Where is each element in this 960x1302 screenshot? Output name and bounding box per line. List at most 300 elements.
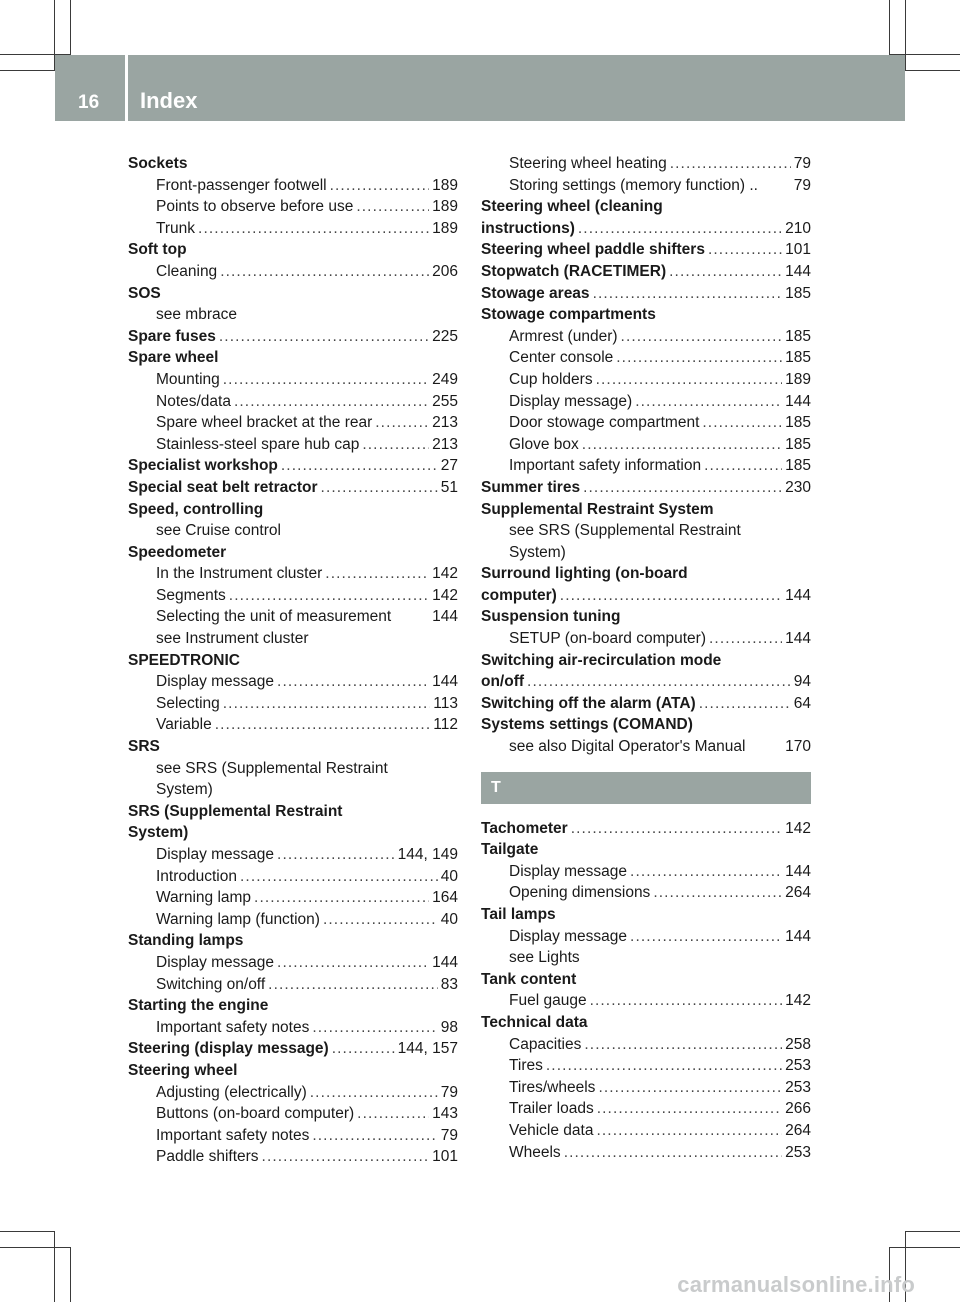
index-entry-sub: [128, 866, 458, 888]
index-entry-label: Storing settings (memory function) ..: [509, 176, 758, 194]
index-entry-main: [128, 499, 458, 521]
index-entry-label: System): [156, 781, 213, 799]
index-entry-main: [128, 930, 458, 952]
index-entry-label: Front-passenger footwell: [156, 176, 327, 194]
index-entry-page: 113: [433, 694, 458, 712]
index-entry-sub: [481, 1098, 811, 1120]
index-entry-label: Vehicle data: [509, 1121, 594, 1139]
index-entry-page: 101: [432, 1148, 458, 1166]
index-entry-sub: [128, 1146, 458, 1168]
index-entry-page: 144: [785, 862, 811, 880]
index-entry-page: 264: [785, 1121, 811, 1139]
index-entry-sub: [481, 455, 811, 477]
index-entry-page: 185: [785, 414, 811, 432]
leader-dots: [240, 866, 438, 888]
leader-dots: [630, 861, 782, 883]
leader-dots: [277, 952, 429, 974]
index-entry-page: 213: [432, 414, 458, 432]
index-entry-label: Speedometer: [128, 543, 227, 561]
index-entry-sub: [128, 1017, 458, 1039]
crop-mark: [889, 0, 890, 55]
index-entry-page: 144: [785, 630, 811, 648]
leader-dots: [653, 882, 782, 904]
index-entry-sub: [481, 861, 811, 883]
page-number: 16: [78, 92, 100, 113]
watermark: carmanualsonline.info: [677, 1272, 915, 1297]
index-entry-page: 210: [785, 219, 811, 237]
index-entry-label: Steering wheel paddle shifters: [481, 241, 705, 259]
index-entry-page: 79: [440, 1126, 458, 1144]
index-entry-page: 255: [432, 392, 458, 410]
index-entry-sub: [128, 606, 458, 628]
leader-dots: [321, 477, 438, 499]
index-entry-sub: [128, 909, 458, 931]
index-entry-label: Capacities: [509, 1035, 582, 1053]
index-entry-sub: [481, 326, 811, 348]
index-entry-label: Stowage compartments: [481, 306, 656, 324]
index-entry-page: 185: [785, 435, 811, 453]
index-entry-page: 79: [793, 155, 811, 172]
leader-dots: [277, 671, 429, 693]
index-entry-label: Points to observe before use: [156, 198, 354, 216]
index-entry-label: Selecting: [156, 694, 220, 712]
index-entry-main: [481, 585, 811, 607]
leader-dots: [323, 909, 438, 931]
index-entry-label: Segments: [156, 586, 226, 604]
index-entry-main: [481, 839, 811, 861]
leader-dots: [219, 326, 429, 348]
index-entry-page: 213: [432, 435, 458, 453]
index-entry-page: 144: [432, 673, 458, 691]
index-entry-page: 112: [433, 716, 458, 734]
leader-dots: [702, 412, 782, 434]
leader-dots: [546, 1055, 782, 1077]
index-entry-main: [128, 239, 458, 261]
index-entry-label: Stainless-steel spare hub cap: [156, 435, 360, 453]
leader-dots: [621, 326, 783, 348]
index-entry-page: 144: [785, 262, 811, 280]
index-entry-label: Tailgate: [481, 841, 539, 859]
index-entry-label: Warning lamp: [156, 889, 252, 907]
index-entry-label: SRS: [128, 738, 160, 756]
index-entry-page: 185: [785, 457, 811, 475]
index-entry-page: 258: [785, 1035, 811, 1053]
index-entry-label: see Lights: [509, 949, 580, 967]
index-entry-label: Sockets: [128, 155, 188, 172]
leader-dots: [262, 1146, 430, 1168]
crop-mark: [0, 1247, 70, 1248]
index-entry-label: Display message: [509, 862, 628, 880]
index-entry-sub: [128, 175, 458, 197]
index-entry-sub: [128, 714, 458, 736]
index-entry-sub: [128, 196, 458, 218]
index-entry-main: [481, 499, 811, 521]
index-entry-label: Stowage areas: [481, 284, 590, 302]
index-entry-label: Wheels: [509, 1143, 561, 1161]
index-entry-label: see mbrace: [156, 306, 237, 324]
index-entry-label: Display message): [509, 392, 633, 410]
index-entry-label: Spare fuses: [128, 327, 216, 345]
leader-dots: [356, 196, 429, 218]
index-entry-label: Display message: [156, 953, 275, 971]
index-entry-label: Switching on/off: [156, 975, 266, 993]
index-entry-sub: [128, 1103, 458, 1125]
index-entry-label: Warning lamp (function): [156, 910, 320, 928]
index-entry-page: 51: [440, 478, 458, 496]
crop-mark: [0, 70, 55, 71]
index-entry-label: Display message: [509, 927, 628, 945]
index-entry-label: Spare wheel bracket at the rear: [156, 414, 373, 432]
index-entry-page: 79: [440, 1083, 458, 1101]
leader-dots: [596, 1120, 782, 1142]
leader-dots: [223, 369, 429, 391]
index-entry-sub: [128, 758, 458, 780]
index-entry-main: [128, 455, 458, 477]
leader-dots: [593, 283, 783, 305]
index-entry-label: Summer tires: [481, 478, 581, 496]
index-entry-page: 101: [785, 241, 811, 259]
index-entry-label: Variable: [156, 716, 212, 734]
index-entry-page: 189: [432, 219, 458, 237]
index-entry-page: 249: [432, 370, 458, 388]
index-entry-label: Soft top: [128, 241, 187, 259]
index-entry-label: System): [128, 824, 189, 842]
index-entry-page: 253: [785, 1078, 811, 1096]
index-entry-page: 144: [432, 608, 458, 626]
index-entry-label: see SRS (Supplemental Restraint: [156, 759, 388, 777]
crop-mark: [890, 1247, 960, 1248]
index-entry-page: 144, 149: [397, 846, 458, 863]
index-entry-sub: [128, 520, 458, 542]
index-entry-page: 27: [440, 457, 458, 475]
leader-dots: [312, 1125, 437, 1147]
index-entry-label: Suspension tuning: [481, 608, 621, 626]
index-entry-label: Mounting: [156, 370, 220, 388]
index-entry-label: see Instrument cluster: [156, 630, 309, 648]
index-entry-page: 185: [785, 349, 811, 367]
leader-dots: [596, 369, 783, 391]
index-entry-label: Steering (display message): [128, 1040, 329, 1058]
index-entry-sub: [481, 347, 811, 369]
leader-dots: [578, 218, 782, 240]
index-entry-label: SETUP (on-board computer): [509, 630, 706, 648]
index-entry-sub: [128, 1125, 458, 1147]
crop-mark: [905, 70, 960, 71]
index-entry-label: Fuel gauge: [509, 992, 587, 1010]
index-entry-page: 144: [785, 392, 811, 410]
leader-dots: [560, 585, 782, 607]
index-entry-main: [481, 1012, 811, 1034]
index-entry-label: instructions): [481, 219, 575, 237]
index-entry-sub: [128, 628, 458, 650]
index-entry-sub: [481, 947, 811, 969]
index-entry-label: Starting the engine: [128, 997, 269, 1015]
index-entry-page: 144: [432, 953, 458, 971]
leader-dots: [362, 434, 429, 456]
index-entry-page: 40: [440, 867, 458, 885]
index-entry-sub: [481, 882, 811, 904]
index-entry-label: see SRS (Supplemental Restraint: [509, 522, 741, 540]
index-entry-page: 142: [432, 586, 458, 604]
index-entry-page: 142: [785, 819, 811, 837]
index-entry-sub: [128, 952, 458, 974]
index-entry-label: Armrest (under): [509, 327, 618, 345]
index-entry-label: Important safety information: [509, 457, 702, 475]
leader-dots: [704, 455, 782, 477]
index-entry-page: 253: [785, 1057, 811, 1075]
index-entry-main: [128, 801, 458, 823]
index-entry-sub: [481, 434, 811, 456]
index-entry-page: 189: [432, 198, 458, 216]
index-entry-sub: [128, 304, 458, 326]
index-entry-page: 189: [785, 370, 811, 388]
crop-mark: [905, 1231, 960, 1232]
index-entry-page: 189: [432, 176, 458, 194]
index-entry-main: [481, 606, 811, 628]
index-column-left: [128, 153, 458, 1168]
index-entry-label: Important safety notes: [156, 1126, 310, 1144]
index-entry-page: 206: [432, 262, 458, 280]
leader-dots: [590, 990, 783, 1012]
index-entry-label: Switching air-recirculation mode: [481, 651, 722, 669]
index-entry-sub: [128, 974, 458, 996]
index-entry-sub: [481, 926, 811, 948]
index-entry-label: Steering wheel: [128, 1061, 238, 1079]
crop-mark: [70, 0, 71, 55]
index-entry-label: Center console: [509, 349, 614, 367]
index-entry-label: Stopwatch (RACETIMER): [481, 262, 667, 280]
leader-dots: [215, 714, 431, 736]
index-entry-page: 83: [440, 975, 458, 993]
index-entry-label: Tachometer: [481, 819, 568, 837]
index-entry-page: 144: [785, 927, 811, 945]
crop-mark: [54, 1232, 55, 1302]
leader-dots: [229, 585, 429, 607]
index-entry-label: In the Instrument cluster: [156, 565, 323, 583]
index-entry-label: Tires/wheels: [509, 1078, 596, 1096]
index-entry-label: see also Digital Operator's Manual: [509, 738, 746, 756]
index-entry-main: [481, 196, 811, 218]
index-entry-label: Adjusting (electrically): [156, 1083, 307, 1101]
index-entry-sub: [128, 434, 458, 456]
index-entry-page: 94: [793, 673, 811, 691]
index-entry-page: 185: [785, 327, 811, 345]
index-entry-label: Opening dimensions: [509, 884, 651, 902]
index-entry-page: 170: [785, 738, 811, 756]
index-entry-label: Glove box: [509, 435, 579, 453]
index-entry-page: 253: [785, 1143, 811, 1161]
index-entry-sub: [128, 1082, 458, 1104]
section-letter-bar: T: [481, 772, 811, 804]
index-entry-label: on/off: [481, 673, 525, 691]
index-entry-label: Steering wheel heating: [509, 155, 667, 172]
leader-dots: [310, 1082, 438, 1104]
index-entry-main: [128, 347, 458, 369]
leader-dots: [268, 974, 438, 996]
header-separator: [125, 55, 128, 121]
index-entry-sub: [481, 153, 811, 175]
index-entry-sub: [128, 585, 458, 607]
index-entry-main: [128, 995, 458, 1017]
leader-dots: [582, 434, 782, 456]
index-entry-main: [128, 283, 458, 305]
index-entry-page: 79: [793, 176, 811, 194]
leader-dots: [635, 391, 782, 413]
index-entry-label: Introduction: [156, 867, 237, 885]
index-entry-page: 164: [432, 889, 458, 907]
leader-dots: [669, 261, 782, 283]
index-column-right: [481, 153, 811, 1163]
index-entry-sub: [481, 1077, 811, 1099]
index-entry-label: Standing lamps: [128, 932, 244, 950]
index-entry-main: [128, 650, 458, 672]
index-entry-label: Switching off the alarm (ATA): [481, 694, 696, 712]
index-entry-sub: [481, 990, 811, 1012]
page-title: Index: [140, 88, 198, 113]
index-entry-sub: [481, 1142, 811, 1164]
leader-dots: [223, 693, 431, 715]
index-entry-sub: [128, 671, 458, 693]
index-entry-main: [481, 261, 811, 283]
index-entry-main: [128, 1060, 458, 1082]
index-entry-sub: [481, 391, 811, 413]
leader-dots: [330, 175, 430, 197]
crop-mark: [0, 1231, 55, 1232]
index-entry-sub: [481, 1034, 811, 1056]
leader-dots: [630, 926, 782, 948]
leader-dots: [571, 818, 782, 840]
index-entry-label: Paddle shifters: [156, 1148, 259, 1166]
index-entry-label: Buttons (on-board computer): [156, 1105, 355, 1123]
index-entry-label: Supplemental Restraint System: [481, 500, 714, 518]
index-entry-label: SOS: [128, 284, 161, 302]
index-entry-sub: [128, 693, 458, 715]
leader-dots: [234, 391, 429, 413]
leader-dots: [709, 628, 782, 650]
index-entry-main: [128, 1038, 458, 1060]
index-entry-sub: [481, 369, 811, 391]
index-entry-sub: [128, 261, 458, 283]
index-entry-page: 98: [440, 1018, 458, 1036]
index-entry-page: 144: [785, 586, 811, 604]
leader-dots: [564, 1142, 782, 1164]
index-entry-main: [128, 153, 458, 175]
index-entry-label: System): [509, 543, 566, 561]
index-entry-sub: [128, 887, 458, 909]
index-entry-label: Specialist workshop: [128, 457, 278, 475]
leader-dots: [584, 1034, 782, 1056]
leader-dots: [198, 218, 429, 240]
index-entry-page: 230: [785, 478, 811, 496]
index-entry-page: 264: [785, 884, 811, 902]
index-entry-label: Tail lamps: [481, 906, 556, 923]
index-entry-main: [128, 477, 458, 499]
index-entry-main: [481, 969, 811, 991]
leader-dots: [583, 477, 782, 499]
index-entry-page: 143: [432, 1105, 458, 1123]
index-entry-page: 185: [785, 284, 811, 302]
leader-dots: [527, 671, 791, 693]
index-entry-sub: [481, 736, 811, 758]
index-entry-label: Notes/data: [156, 392, 231, 410]
index-entry-sub: [481, 1055, 811, 1077]
index-entry-label: Cleaning: [156, 262, 218, 280]
index-entry-main: [481, 714, 811, 736]
index-entry-label: Speed, controlling: [128, 500, 264, 518]
leader-dots: [616, 347, 782, 369]
index-entry-label: Important safety notes: [156, 1018, 310, 1036]
index-entry-main: [481, 671, 811, 693]
leader-dots: [699, 693, 791, 715]
index-entry-main: [128, 822, 458, 844]
index-entry-label: SPEEDTRONIC: [128, 651, 240, 669]
leader-dots: [277, 844, 395, 866]
index-entry-page: 142: [432, 565, 458, 583]
leader-dots: [332, 1038, 395, 1060]
index-entry-main: [481, 218, 811, 240]
leader-dots: [281, 455, 438, 477]
index-entry-label: Special seat belt retractor: [128, 478, 318, 496]
index-entry-page: 225: [432, 327, 458, 345]
index-entry-main: [481, 304, 811, 326]
index-entry-main: [481, 239, 811, 261]
index-entry-sub: [481, 1120, 811, 1142]
index-entry-main: [128, 326, 458, 348]
index-entry-label: Tank content: [481, 970, 577, 988]
index-entry-sub: [128, 391, 458, 413]
index-entry-sub: [128, 844, 458, 866]
index-entry-label: Spare wheel: [128, 349, 219, 367]
index-entry-sub: [128, 218, 458, 240]
leader-dots: [312, 1017, 437, 1039]
index-entry-sub: [128, 412, 458, 434]
index-entry-page: 144, 157: [397, 1040, 458, 1058]
index-entry-label: Trunk: [156, 219, 196, 237]
index-entry-main: [481, 904, 811, 926]
leader-dots: [254, 887, 429, 909]
index-entry-main: [481, 477, 811, 499]
leader-dots: [220, 261, 429, 283]
index-entry-label: Display message: [156, 673, 275, 691]
index-entry-label: Tires: [509, 1057, 543, 1075]
index-entry-label: Trailer loads: [509, 1100, 594, 1118]
index-entry-page: 266: [785, 1100, 811, 1118]
index-entry-sub: [481, 412, 811, 434]
crop-mark: [70, 1247, 71, 1302]
index-entry-main: [481, 693, 811, 715]
index-entry-sub: [128, 779, 458, 801]
index-entry-main: [481, 563, 811, 585]
index-entry-main: [481, 650, 811, 672]
index-entry-main: [481, 818, 811, 840]
index-entry-label: Selecting the unit of measurement: [156, 608, 392, 626]
leader-dots: [375, 412, 429, 434]
index-entry-main: [128, 736, 458, 758]
leader-dots: [708, 239, 782, 261]
leader-dots: [357, 1103, 429, 1125]
index-entry-label: see Cruise control: [156, 522, 281, 540]
index-entry-label: Steering wheel (cleaning: [481, 198, 663, 216]
index-entry-label: SRS (Supplemental Restraint: [128, 802, 343, 820]
index-entry-sub: [481, 628, 811, 650]
leader-dots: [598, 1077, 782, 1099]
index-entry-main: [128, 542, 458, 564]
index-entry-page: 142: [785, 992, 811, 1010]
leader-dots: [597, 1098, 782, 1120]
index-entry-label: Cup holders: [509, 370, 593, 388]
leader-dots: [670, 153, 791, 175]
index-entry-sub: [128, 369, 458, 391]
